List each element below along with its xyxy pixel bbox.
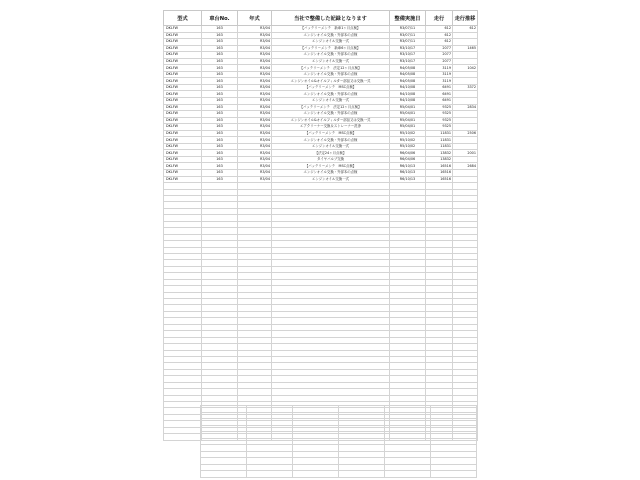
cell-record: 【法定24ヶ月点検】 <box>272 150 390 157</box>
cell-mileage: 6491 <box>426 91 453 98</box>
cell-model: DKLFW <box>164 124 202 131</box>
cell-chassis-no: 163 <box>202 150 238 157</box>
cell-year: R3/04 <box>238 111 272 118</box>
empty-cell <box>293 471 339 478</box>
cell-record: 【バッテリーメンテ 新車6ヶ月点検】 <box>272 45 390 52</box>
cell-year: R3/04 <box>238 176 272 183</box>
cell-date: R3/10/17 <box>390 52 426 59</box>
cell-year: R3/04 <box>238 124 272 131</box>
cell-mileage-change: 2834 <box>453 104 478 111</box>
cell-chassis-no: 163 <box>202 84 238 91</box>
cell-mileage: 612 <box>426 32 453 39</box>
cell-year: R3/04 <box>238 65 272 72</box>
maintenance-record-sheet <box>163 10 477 441</box>
empty-cell <box>431 471 477 478</box>
cell-model: DKLFW <box>164 78 202 85</box>
cell-record: エンジンオイル&オイルフィルター部品又は交換一式 <box>272 117 390 124</box>
cell-chassis-no: 163 <box>202 71 238 78</box>
cell-model: DKLFW <box>164 130 202 137</box>
cell-chassis-no: 163 <box>202 39 238 46</box>
cell-model: DKLFW <box>164 32 202 39</box>
cell-mileage: 9325 <box>426 117 453 124</box>
cell-mileage: 612 <box>426 39 453 46</box>
cell-model: DKLFW <box>164 150 202 157</box>
cell-mileage: 612 <box>426 26 453 33</box>
cell-chassis-no: 163 <box>202 65 238 72</box>
cell-model: DKLFW <box>164 58 202 65</box>
lower-grid <box>200 405 477 478</box>
cell-model: DKLFW <box>164 65 202 72</box>
maintenance-table <box>163 10 478 441</box>
cell-date: R4/10/08 <box>390 84 426 91</box>
cell-record: 【バッテリーメンテ MSC点検】 <box>272 84 390 91</box>
cell-record: エンジンオイル交換一式 <box>272 143 390 150</box>
cell-mileage: 2077 <box>426 45 453 52</box>
empty-cell <box>339 471 385 478</box>
cell-record: エンジンオイル交換一式 <box>272 58 390 65</box>
cell-year: R3/04 <box>238 143 272 150</box>
cell-date: R6/04/06 <box>390 150 426 157</box>
empty-cell <box>247 471 293 478</box>
cell-chassis-no: 163 <box>202 91 238 98</box>
cell-mileage: 3119 <box>426 65 453 72</box>
cell-year: R3/04 <box>238 130 272 137</box>
cell-mileage: 11831 <box>426 143 453 150</box>
cell-mileage: 11831 <box>426 130 453 137</box>
cell-date: R6/10/13 <box>390 176 426 183</box>
cell-record: エンジンオイル交換・外部本の点検 <box>272 137 390 144</box>
cell-record: エンジンオイル交換・外部本の点検 <box>272 71 390 78</box>
cell-model: DKLFW <box>164 104 202 111</box>
cell-chassis-no: 163 <box>202 143 238 150</box>
cell-year: R3/04 <box>238 52 272 59</box>
cell-year: R3/04 <box>238 104 272 111</box>
cell-mileage: 9325 <box>426 104 453 111</box>
cell-mileage-change: 2684 <box>453 163 478 170</box>
cell-year: R3/04 <box>238 32 272 39</box>
table-body <box>164 26 478 183</box>
cell-date: R4/05/08 <box>390 71 426 78</box>
cell-chassis-no: 163 <box>202 58 238 65</box>
cell-model: DKLFW <box>164 163 202 170</box>
cell-date: R3/10/17 <box>390 45 426 52</box>
cell-chassis-no: 163 <box>202 130 238 137</box>
cell-date: R3/07/11 <box>390 39 426 46</box>
empty-cell <box>385 471 431 478</box>
cell-year: R3/04 <box>238 71 272 78</box>
cell-model: DKLFW <box>164 91 202 98</box>
cell-date: R4/05/08 <box>390 78 426 85</box>
cell-model: DKLFW <box>164 137 202 144</box>
cell-chassis-no: 163 <box>202 137 238 144</box>
cell-year: R3/04 <box>238 150 272 157</box>
cell-year: R3/04 <box>238 137 272 144</box>
cell-date: R6/04/06 <box>390 156 426 163</box>
empty-cell <box>201 471 247 478</box>
cell-record: 【バッテリーメンテ 新車1ヶ月点検】 <box>272 26 390 33</box>
cell-date: R5/04/01 <box>390 124 426 131</box>
cell-mileage: 2077 <box>426 52 453 59</box>
cell-year: R3/04 <box>238 163 272 170</box>
cell-model: DKLFW <box>164 84 202 91</box>
cell-chassis-no: 163 <box>202 163 238 170</box>
cell-mileage-change: 2506 <box>453 130 478 137</box>
empty-row <box>201 471 477 478</box>
cell-model: DKLFW <box>164 45 202 52</box>
cell-date: R4/10/08 <box>390 98 426 105</box>
cell-model: DKLFW <box>164 117 202 124</box>
cell-year: R3/04 <box>238 91 272 98</box>
cell-model: DKLFW <box>164 170 202 177</box>
cell-chassis-no: 163 <box>202 26 238 33</box>
cell-mileage: 13832 <box>426 150 453 157</box>
cell-model: DKLFW <box>164 71 202 78</box>
cell-mileage: 16516 <box>426 163 453 170</box>
cell-model: DKLFW <box>164 52 202 59</box>
cell-mileage-change: 1465 <box>453 45 478 52</box>
cell-record: エンジンオイル交換一式 <box>272 176 390 183</box>
header-model: 型式 <box>164 11 202 26</box>
cell-date: R5/10/02 <box>390 137 426 144</box>
cell-mileage: 6491 <box>426 84 453 91</box>
cell-chassis-no: 163 <box>202 124 238 131</box>
cell-record: 【バッテリーメンテ MSC点検】 <box>272 163 390 170</box>
cell-year: R3/04 <box>238 45 272 52</box>
cell-mileage: 11831 <box>426 137 453 144</box>
cell-year: R3/04 <box>238 26 272 33</box>
cell-model: DKLFW <box>164 176 202 183</box>
lower-grid-table <box>200 405 477 478</box>
cell-mileage-change: 3372 <box>453 84 478 91</box>
cell-year: R3/04 <box>238 58 272 65</box>
cell-model: DKLFW <box>164 39 202 46</box>
cell-year: R3/04 <box>238 39 272 46</box>
cell-mileage: 13832 <box>426 156 453 163</box>
cell-mileage-change: 1042 <box>453 65 478 72</box>
cell-mileage: 9325 <box>426 124 453 131</box>
cell-mileage: 3119 <box>426 71 453 78</box>
cell-mileage: 2077 <box>426 58 453 65</box>
cell-date: R3/10/17 <box>390 58 426 65</box>
cell-chassis-no: 163 <box>202 176 238 183</box>
cell-chassis-no: 163 <box>202 52 238 59</box>
cell-date: R5/04/01 <box>390 117 426 124</box>
cell-model: DKLFW <box>164 111 202 118</box>
cell-record: エンジンオイル交換・外部本の点検 <box>272 170 390 177</box>
cell-date: R3/07/11 <box>390 32 426 39</box>
cell-record: 【バッテリーメンテ MSC点検】 <box>272 130 390 137</box>
header-year: 年式 <box>238 11 272 26</box>
cell-chassis-no: 163 <box>202 117 238 124</box>
cell-chassis-no: 163 <box>202 45 238 52</box>
cell-year: R3/04 <box>238 170 272 177</box>
cell-date: R5/10/02 <box>390 130 426 137</box>
cell-mileage: 16516 <box>426 176 453 183</box>
cell-date: R5/04/01 <box>390 111 426 118</box>
cell-record: エンジンオイル交換・外部本の点検 <box>272 32 390 39</box>
cell-chassis-no: 163 <box>202 98 238 105</box>
header-chassis-no: 車台No. <box>202 11 238 26</box>
empty-rows <box>164 183 478 441</box>
cell-record: エンジンオイル交換・外部本の点検 <box>272 52 390 59</box>
empty-cell <box>164 434 202 440</box>
cell-model: DKLFW <box>164 143 202 150</box>
cell-record: エンジンオイル交換・外部本の点検 <box>272 91 390 98</box>
cell-record: エンジンオイル&オイルフィルター部品又は交換一式 <box>272 78 390 85</box>
cell-chassis-no: 163 <box>202 111 238 118</box>
header-row <box>164 11 478 26</box>
cell-model: DKLFW <box>164 26 202 33</box>
cell-year: R3/04 <box>238 117 272 124</box>
cell-chassis-no: 163 <box>202 170 238 177</box>
cell-chassis-no: 163 <box>202 32 238 39</box>
cell-record: エアクリーナー交換＆ストレーナー洗浄 <box>272 124 390 131</box>
cell-record: エンジンオイル交換一式 <box>272 39 390 46</box>
cell-chassis-no: 163 <box>202 104 238 111</box>
cell-chassis-no: 163 <box>202 78 238 85</box>
cell-year: R3/04 <box>238 78 272 85</box>
cell-date: R5/04/01 <box>390 104 426 111</box>
cell-record: エンジンオイル交換一式 <box>272 98 390 105</box>
cell-record: エンジンオイル交換・外部本の点検 <box>272 111 390 118</box>
cell-date: R4/10/08 <box>390 91 426 98</box>
cell-chassis-no: 163 <box>202 156 238 163</box>
cell-mileage: 16516 <box>426 170 453 177</box>
cell-date: R4/05/08 <box>390 65 426 72</box>
cell-model: DKLFW <box>164 98 202 105</box>
cell-model: DKLFW <box>164 156 202 163</box>
cell-record: 【バッテリーメンテ 法定12ヶ月点検】 <box>272 104 390 111</box>
cell-date: R3/07/11 <box>390 26 426 33</box>
cell-year: R3/04 <box>238 98 272 105</box>
cell-year: R3/04 <box>238 84 272 91</box>
header-record: 当社で整備した記録となります <box>272 11 390 26</box>
cell-record: 【バッテリーメンテ 法定12ヶ月点検】 <box>272 65 390 72</box>
cell-year: R3/04 <box>238 156 272 163</box>
cell-mileage-change: 612 <box>453 26 478 33</box>
cell-date: R6/10/13 <box>390 163 426 170</box>
cell-record: タイヤバルブ交換 <box>272 156 390 163</box>
cell-mileage: 9325 <box>426 111 453 118</box>
header-date: 整備実施日 <box>390 11 426 26</box>
cell-date: R6/10/13 <box>390 170 426 177</box>
cell-mileage: 3119 <box>426 78 453 85</box>
header-mileage-change: 走行推移 <box>453 11 478 26</box>
cell-date: R5/10/02 <box>390 143 426 150</box>
cell-mileage-change: 2001 <box>453 150 478 157</box>
cell-mileage: 6491 <box>426 98 453 105</box>
header-mileage: 走行 <box>426 11 453 26</box>
